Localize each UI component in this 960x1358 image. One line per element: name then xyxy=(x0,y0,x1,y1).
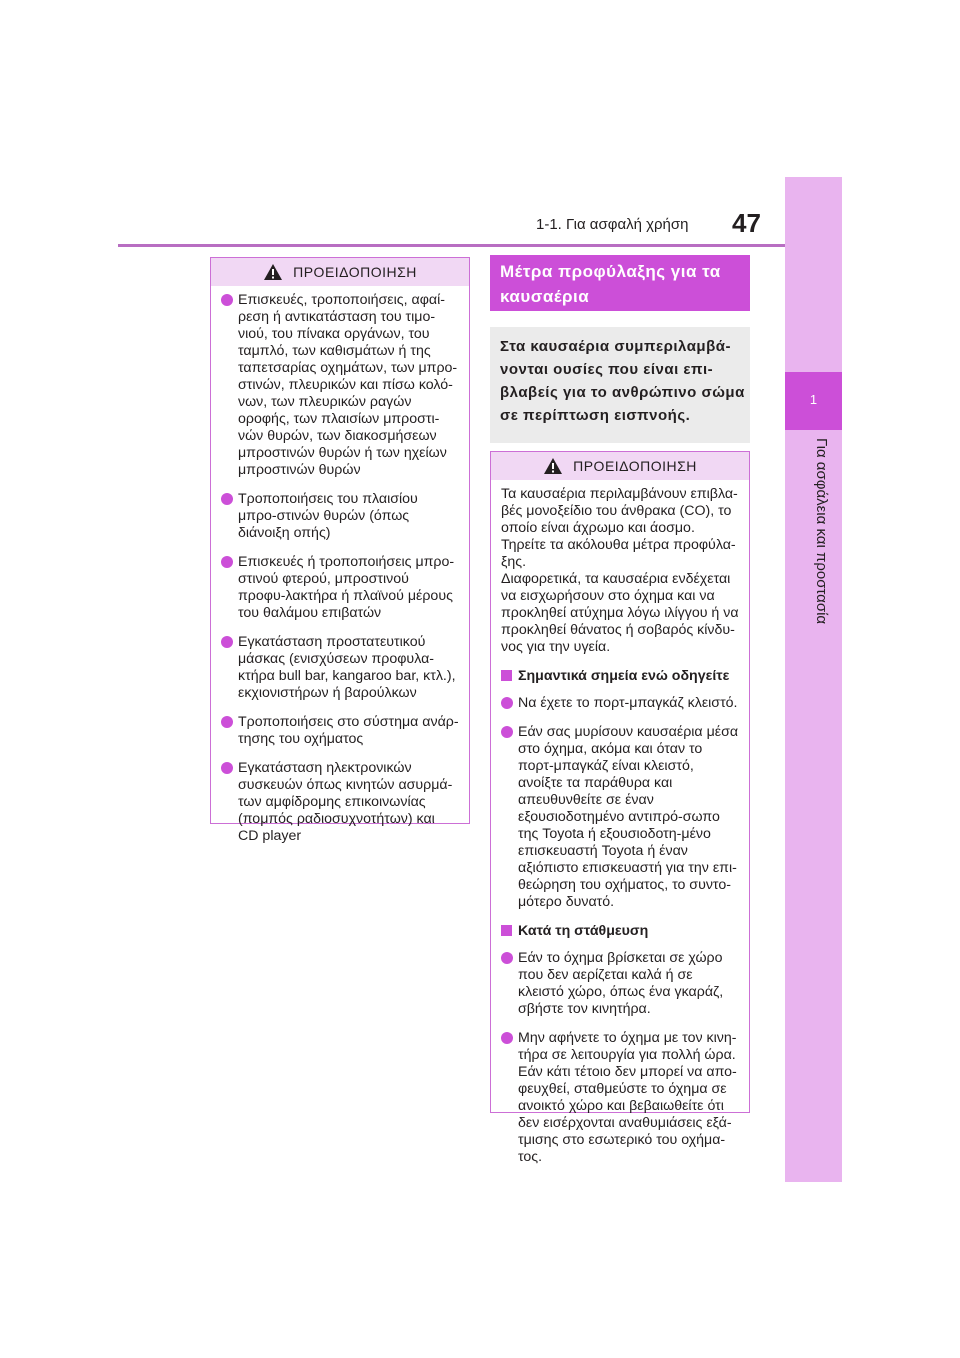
bullet-dot-icon xyxy=(501,952,513,964)
bullet-dot-icon xyxy=(501,697,513,709)
warning-title: ΠΡΟΕΙΔΟΠΟΙΗΣΗ xyxy=(293,264,417,280)
chapter-title: Για ασφάλεια και προστασία xyxy=(813,438,830,625)
list-item: Εγκατάσταση ηλεκτρονικών συσκευών όπως κινητών ασυρμά-των αμφίδρομης επικοινωνίας (πομπός ραδιοσυχνοτήτων) και CD player xyxy=(221,760,459,845)
bullet-dot-icon xyxy=(221,716,233,728)
bullet-dot-icon xyxy=(221,762,233,774)
list-item: Επισκευές, τροποποιήσεις, αφαί-ρεση ή αντικατάσταση του τιμο-νιού, του πίνακα οργάνων, του ταμπλό, των καθισμάτων ή της ταπετσαρίας οχημάτων, των μπρο-στινών, πλευρικών και πίσω κολό-νων, των πλευρικών ραγών οροφής, των πλαισίων μπροστι-νών θυρών, των διακοσμήσεων μπροστινών θυρών ή των ηχείων μπροστινών θυρών xyxy=(221,292,459,479)
subheading: Κατά τη στάθμευση xyxy=(501,923,739,940)
warning-header xyxy=(211,258,469,286)
section-title: 1-1. Για ασφαλή χρήση xyxy=(536,216,689,233)
list-item: Εγκατάσταση προστατευτικού μάσκας (ενισχύσεων προφυλα-κτήρα bull bar, kangaroo bar, κτλ.), εκχιονιστήρων ή βαρούλκων xyxy=(221,634,459,702)
bullet-dot-icon xyxy=(501,726,513,738)
page-number: 47 xyxy=(732,208,761,238)
section-heading: Μέτρα προφύλαξης για τα καυσαέρια xyxy=(490,255,750,311)
section-intro: Στα καυσαέρια συμπεριλαμβά-νονται ουσίες που είναι επι-βλαβείς για το ανθρώπινο σώμα σε περίπτωση εισπνοής. xyxy=(490,327,750,443)
warning-box-left xyxy=(210,257,470,844)
square-bullet-icon xyxy=(501,925,512,936)
list-item: Επισκευές ή τροποποιήσεις μπρο-στινού φτερού, μπροστινού προφυ-λακτήρα ή πλαϊνού μέρους του θαλάμου επιβατών xyxy=(221,554,459,622)
warning-triangle-icon xyxy=(263,263,283,281)
bullet-dot-icon xyxy=(501,1032,513,1044)
list-item: Να έχετε το πορτ-μπαγκάζ κλειστό. xyxy=(501,695,739,712)
list-item: Εάν σας μυρίσουν καυσαέρια μέσα στο όχημα, ακόμα και όταν το πορτ-μπαγκάζ είναι κλειστό, ανοίξτε τα παράθυρα και απευθυνθείτε σε έναν εξουσιοδοτημένο αντιπρό-σωπο της Toyota ή εξουσιοδοτη-μένο επισκευαστή Toyota ή έναν αξιόπιστο επισκευαστή για την επι-θεώρηση του οχήματος, το συντο-μότερο δυνατό. xyxy=(501,724,739,911)
warning-triangle-icon xyxy=(543,457,563,475)
list-item: Εάν το όχημα βρίσκεται σε χώρο που δεν αερίζεται καλά ή σε κλειστό χώρο, όπως ένα γκαράζ, σβήστε τον κινητήρα. xyxy=(501,950,739,1018)
bullet-dot-icon xyxy=(221,294,233,306)
warning-title: ΠΡΟΕΙΔΟΠΟΙΗΣΗ xyxy=(573,458,697,474)
warning-box-right xyxy=(490,451,750,1165)
header-divider xyxy=(118,244,785,247)
bullet-dot-icon xyxy=(221,556,233,568)
list-item: Μην αφήνετε το όχημα με τον κινη-τήρα σε λειτουργία για πολλή ώρα. Εάν κάτι τέτοιο δεν μπορεί να απο-φευχθεί, σταθμεύστε το όχημα σε ανοικτό χώρο και βεβαιωθείτε ότι δεν εισέρχονται αναθυμιάσεις εξά-τμισης στο εσωτερικό του οχήμα-τος. xyxy=(501,1030,739,1166)
bullet-dot-icon xyxy=(221,493,233,505)
chapter-side-tab xyxy=(785,177,842,1182)
bullet-dot-icon xyxy=(221,636,233,648)
square-bullet-icon xyxy=(501,670,512,681)
list-item: Τροποποιήσεις του πλαισίου μπρο-στινών θυρών (όπως διάνοιξη οπής) xyxy=(221,491,459,542)
warning-header xyxy=(491,452,749,480)
chapter-number: 1 xyxy=(809,392,818,407)
subheading: Σημαντικά σημεία ενώ οδηγείτε xyxy=(501,668,739,685)
list-item: Τροποποιήσεις στο σύστημα ανάρ-τησης του οχήματος xyxy=(221,714,459,748)
warning-intro: Τα καυσαέρια περιλαμβάνουν επιβλα-βές μονοξείδιο του άνθρακα (CO), το οποίο είναι άχρωμο και άοσμο. Τηρείτε τα ακόλουθα μέτρα προφύλα-ξης. Διαφορετικά, τα καυσαέρια ενδέχεται να εισχωρήσουν στο όχημα και να προκληθεί ατύχημα λόγω ιλίγγου ή να προκληθεί θάνατος ή σοβαρός κίνδυ-νος για την υγεία. xyxy=(501,486,739,655)
